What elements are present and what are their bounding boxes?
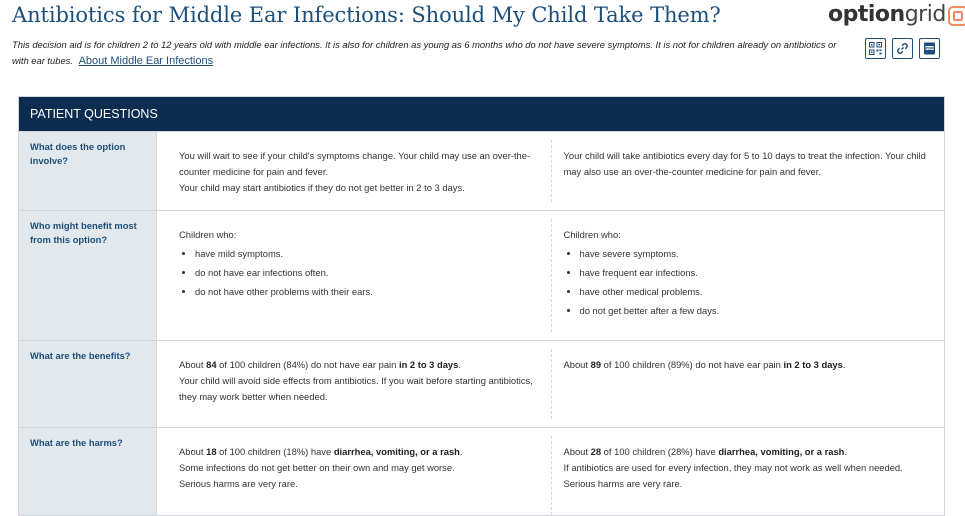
table-row [19,427,944,516]
stat-emphasis: in 2 to 3 days [398,359,459,370]
logo-text-bold: option [828,2,905,27]
cell-intro: Children who: [563,229,621,240]
option-antibiotics-cell [552,140,945,210]
copy-link-button[interactable] [892,38,913,59]
row-question: What does the option involve? [19,132,157,210]
option-wait-cell [159,349,552,419]
stat-text: of 100 children (28%) have [601,446,719,457]
stat-text: of 100 children (18%) have [216,446,334,457]
stat-number: 84 [206,359,217,370]
cell-text: Serious harms are very rare. [563,478,683,489]
bullet-list [564,246,931,319]
cell-text: Your child will take antibiotics every day for 5 to 10 days to treat the infection. Your child may also use an over-the-counter medicine for pain and fever. [563,150,926,177]
list-item: • have severe symptoms. [580,246,931,262]
option-antibiotics-cell [552,219,945,340]
stat-text: . [844,446,847,457]
stat-text: About [179,359,207,370]
list-item: • have frequent ear infections. [580,265,931,281]
about-link[interactable]: About Middle Ear Infections [78,55,214,67]
logo-text-light: grid [904,2,946,27]
logo-mark-icon [948,6,965,26]
cell-text: Serious harms are very rare. [179,478,298,489]
stat-emphasis: in 2 to 3 days [783,359,843,370]
option-antibiotics-cell [552,349,945,427]
page-title: Antibiotics for Middle Ear Infections: Should My Child Take Them? [12,3,721,27]
stat-emphasis: diarrhea, vomiting, or a rash [718,446,845,457]
option-wait-cell [159,436,552,516]
cell-text: Your child will avoid side effects from antibiotics. If you wait before starting antibiotics, they may work better when needed. [179,375,533,402]
list-item: • have other medical problems. [580,284,931,300]
cell-stat [179,357,537,373]
qr-code-icon [869,42,882,55]
cell-text: You will wait to see if your child's symptoms change. Your child may use an over-the-counter medicine for pain and fever. [179,150,531,177]
list-item: • have mild symptoms. [195,246,537,262]
intro-description: This decision aid is for children 2 to 12 years old with middle ear infections. It is also for children as young as 6 months who do not have severe symptoms. It is not for children already on antibiotics or with ear tubes. [12,39,837,66]
cell-text: Some infections do not get better on their own and may get worse. [179,462,455,473]
stat-text: of 100 children (84%) do not have ear pain [216,359,399,370]
cell-intro: Children who: [179,229,237,240]
stat-number: 18 [206,446,217,457]
panel-heading: PATIENT QUESTIONS [19,97,944,131]
list-item: • do not get better after a few days. [580,303,931,319]
stat-text: . [842,359,846,370]
bullet-list [179,246,537,300]
row-question: What are the harms? [19,428,157,516]
stat-emphasis: diarrhea, vomiting, or a rash [333,446,460,457]
cell-stat [564,444,931,460]
svg-text:PDF: PDF [925,46,934,51]
row-question: Who might benefit most from this option? [19,211,157,340]
option-grid-table [18,96,945,516]
option-wait-cell [159,140,552,202]
optiongrid-logo[interactable] [828,2,965,27]
cell-stat [179,444,537,460]
row-question: What are the benefits? [19,341,157,427]
link-icon [896,42,909,55]
stat-text: . [458,359,461,370]
pdf-download-button[interactable] [919,38,940,59]
cell-text: If antibiotics are used for every infection, they may not work as well when needed. [563,462,903,473]
qr-code-button[interactable] [865,38,886,59]
pdf-icon [923,42,936,55]
option-antibiotics-cell [552,436,945,516]
stat-number: 28 [590,446,602,457]
toolbar [865,38,940,59]
stat-text: About [563,359,591,370]
table-row [19,131,944,210]
stat-number: 89 [590,359,602,370]
list-item: • do not have other problems with their ears. [195,284,537,300]
cell-text: Your child may start antibiotics if they do not get better in 2 to 3 days. [179,182,465,193]
stat-text: About [563,446,591,457]
stat-text: . [459,446,463,457]
table-row [19,210,944,340]
cell-stat [564,357,931,373]
stat-text: of 100 children (89%) do not have ear pain [601,359,784,370]
intro-text [12,37,842,69]
stat-text: About [179,446,207,457]
table-row [19,340,944,427]
option-wait-cell [159,219,552,332]
list-item: • do not have ear infections often. [195,265,537,281]
